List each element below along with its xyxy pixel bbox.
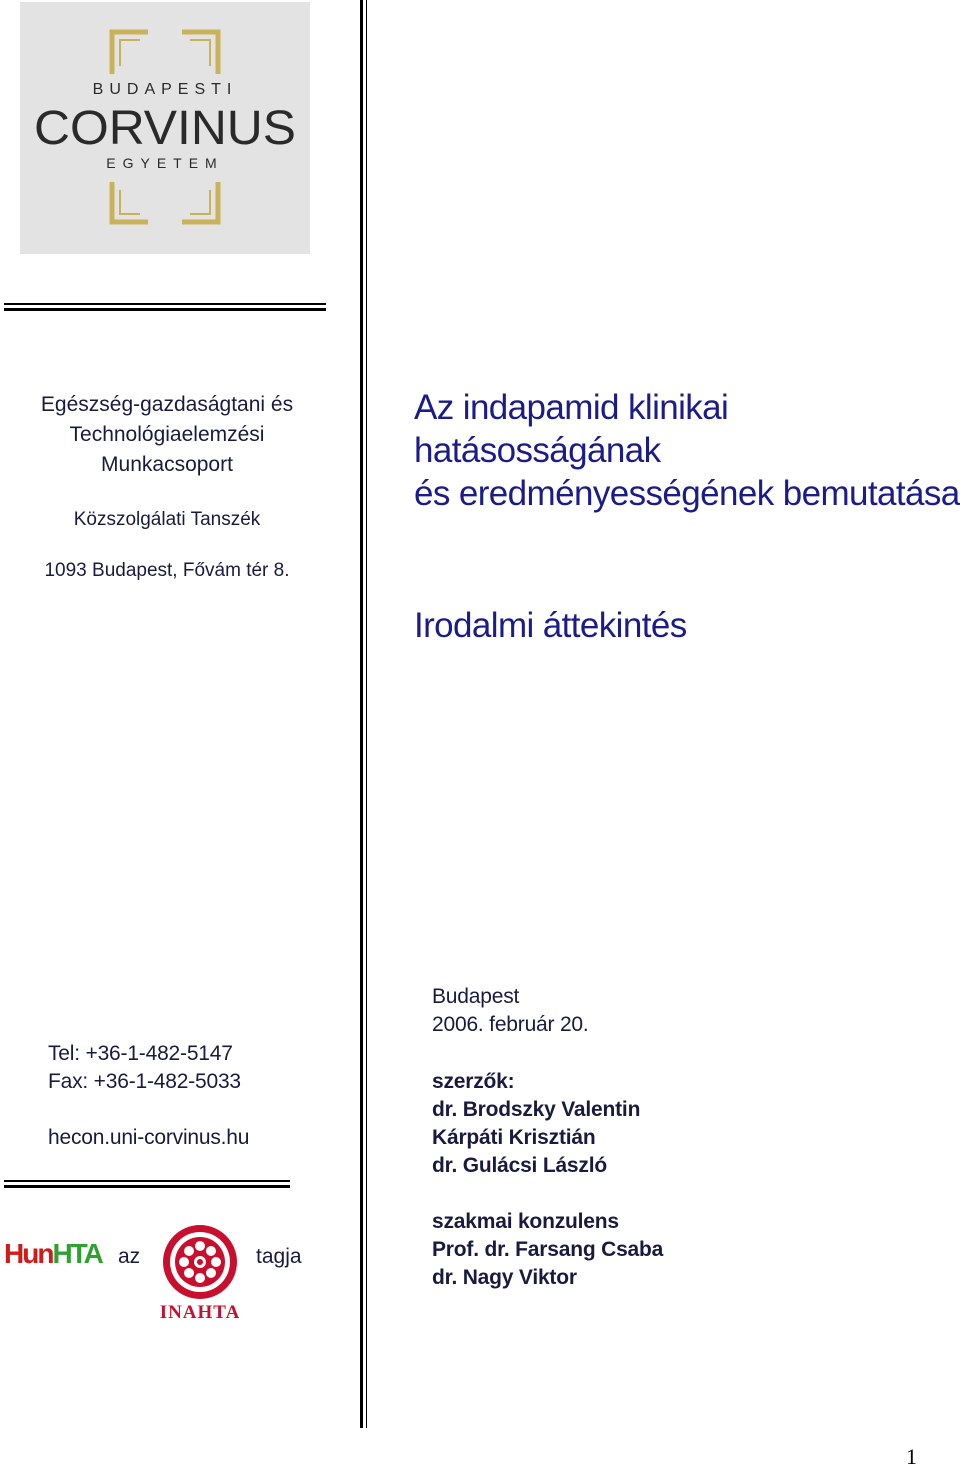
telephone: Tel: +36-1-482-5147 — [48, 1042, 233, 1065]
department: Közszolgálati Tanszék — [73, 509, 261, 530]
bottom-rule-2 — [4, 1185, 290, 1188]
logo-line3: EGYETEM — [106, 155, 224, 171]
corvinus-logo — [20, 2, 310, 254]
hunhta-hun: Hun — [4, 1238, 53, 1269]
consultant: dr. Nagy Viktor — [432, 1266, 577, 1289]
group-name-line3: Munkacsoport — [101, 453, 233, 476]
membership-az: az — [118, 1245, 141, 1268]
inahta-logo — [150, 1222, 250, 1327]
bottom-rule-1 — [4, 1180, 290, 1182]
top-rule-1 — [4, 303, 326, 305]
subtitle: Irodalmi áttekintés — [414, 606, 687, 645]
consultants-label: szakmai konzulens — [432, 1210, 619, 1233]
city: Budapest — [432, 985, 520, 1008]
logo-line1: BUDAPESTI — [92, 81, 238, 98]
page-number: 1 — [906, 1444, 917, 1469]
inahta-emblem-icon — [150, 1222, 250, 1322]
author: dr. Gulácsi László — [432, 1154, 607, 1177]
main-title — [414, 386, 960, 515]
inahta-label: INAHTA — [159, 1302, 241, 1322]
vertical-rule-thick — [360, 0, 363, 1428]
authors-label: szerzők: — [432, 1070, 515, 1093]
website: hecon.uni-corvinus.hu — [48, 1126, 250, 1149]
consultant: Prof. dr. Farsang Csaba — [432, 1238, 664, 1261]
group-name-line1: Egészség-gazdaságtani és — [40, 393, 294, 416]
title-line2: és eredményességének bemutatása — [414, 474, 960, 513]
date: 2006. február 20. — [432, 1013, 589, 1036]
group-name-line2: Technológiaelemzési — [69, 423, 265, 446]
title-line1: Az indapamid klinikai hatásosságának — [414, 388, 729, 470]
author: Kárpáti Krisztián — [432, 1126, 596, 1149]
corvinus-logo-graphic — [20, 2, 310, 254]
address: 1093 Budapest, Fővám tér 8. — [44, 560, 290, 581]
fax: Fax: +36-1-482-5033 — [48, 1070, 241, 1093]
membership-tagja: tagja — [256, 1245, 302, 1268]
author: dr. Brodszky Valentin — [432, 1098, 641, 1121]
top-rule-2 — [4, 308, 326, 311]
logo-line2: CORVINUS — [34, 102, 296, 155]
hunhta-logo — [4, 1238, 102, 1270]
vertical-rule-thin — [366, 0, 367, 1428]
hunhta-hta: HTA — [52, 1238, 102, 1269]
